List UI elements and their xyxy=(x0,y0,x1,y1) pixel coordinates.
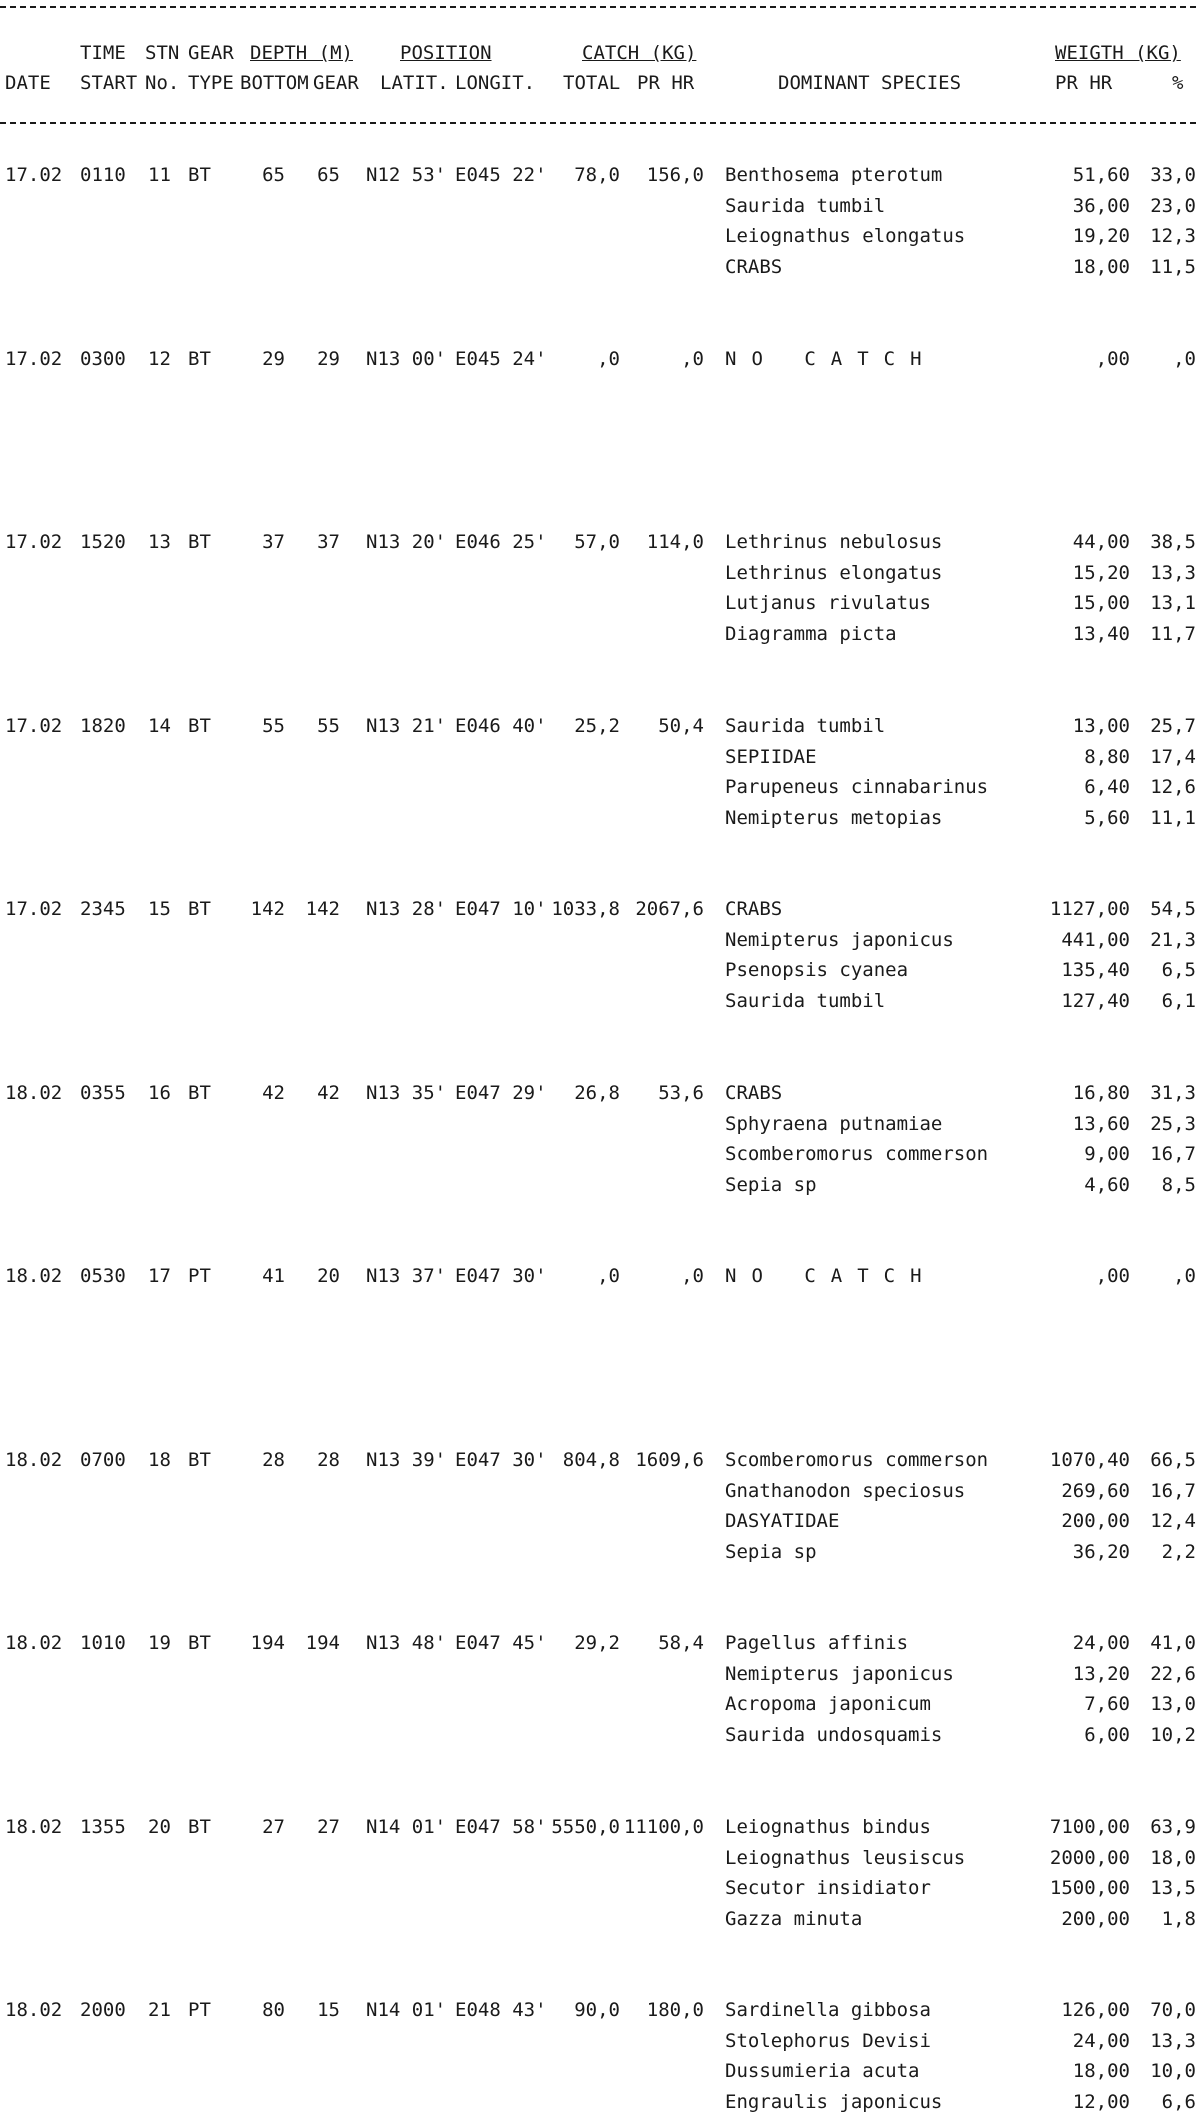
cell-depth-gear: 27 xyxy=(317,1816,340,1838)
cell-species-percent: 31,3 xyxy=(1150,1082,1196,1104)
cell-latitude: N13 20' xyxy=(366,531,447,553)
cell-species-name: Saurida tumbil xyxy=(725,715,886,737)
cell-species-name: Acropoma japonicum xyxy=(725,1693,931,1715)
cell-species-percent: 12,6 xyxy=(1150,776,1196,798)
cell-species-percent: 13,3 xyxy=(1150,2030,1196,2052)
cell-species-name: Parupeneus cinnabarinus xyxy=(725,776,989,798)
cell-station-no: 19 xyxy=(148,1632,171,1654)
cell-species-percent: 70,0 xyxy=(1150,1999,1196,2021)
cell-depth-bottom: 65 xyxy=(262,164,285,186)
cell-species-name: CRABS xyxy=(725,898,783,920)
cell-date: 17.02 xyxy=(5,898,63,920)
cell-species-weight: ,00 xyxy=(1095,348,1130,370)
cell-latitude: N14 01' xyxy=(366,1816,447,1838)
cell-catch-total: 78,0 xyxy=(574,164,620,186)
cell-species-name: Leiognathus bindus xyxy=(725,1816,931,1838)
cell-species-name: Leiognathus leusiscus xyxy=(725,1847,966,1869)
header-type: TYPE xyxy=(188,72,234,94)
cell-species-weight: 7100,00 xyxy=(1049,1816,1130,1838)
cell-species-weight: 16,80 xyxy=(1072,1082,1130,1104)
cell-species-weight: ,00 xyxy=(1095,1265,1130,1287)
cell-depth-gear: 15 xyxy=(317,1999,340,2021)
cell-species-weight: 1127,00 xyxy=(1049,898,1130,920)
header-no: No. xyxy=(145,72,180,94)
cell-species-percent: 63,9 xyxy=(1150,1816,1196,1838)
cell-catch-per-hour: 50,4 xyxy=(658,715,704,737)
cell-species-name: Dussumieria acuta xyxy=(725,2060,920,2082)
cell-species-weight: 13,20 xyxy=(1072,1663,1130,1685)
cell-species-weight: 5,60 xyxy=(1084,807,1130,829)
cell-species-name: Nemipterus japonicus xyxy=(725,929,954,951)
header-percent: % xyxy=(1172,72,1184,94)
cell-species-percent: 11,7 xyxy=(1150,623,1196,645)
cell-species-percent: ,0 xyxy=(1173,1265,1196,1287)
cell-species-percent: 16,7 xyxy=(1150,1143,1196,1165)
cell-catch-per-hour: 2067,6 xyxy=(635,898,704,920)
header-weigth: WEIGTH (KG) xyxy=(1055,42,1181,64)
cell-depth-gear: 194 xyxy=(305,1632,340,1654)
cell-date: 17.02 xyxy=(5,531,63,553)
cell-species-weight: 13,60 xyxy=(1072,1113,1130,1135)
cell-species-name: Saurida undosquamis xyxy=(725,1724,943,1746)
cell-station-no: 14 xyxy=(148,715,171,737)
cell-longitude: E048 43' xyxy=(455,1999,547,2021)
cell-catch-per-hour: 180,0 xyxy=(646,1999,704,2021)
cell-depth-bottom: 194 xyxy=(250,1632,285,1654)
cell-depth-bottom: 42 xyxy=(262,1082,285,1104)
cell-station-no: 17 xyxy=(148,1265,171,1287)
header-date: DATE xyxy=(5,72,51,94)
cell-species-weight: 7,60 xyxy=(1084,1693,1130,1715)
cell-gear-type: BT xyxy=(188,164,211,186)
cell-species-name: Sardinella gibbosa xyxy=(725,1999,931,2021)
cell-species-percent: 22,6 xyxy=(1150,1663,1196,1685)
top-dashed-rule xyxy=(0,6,1196,8)
cell-species-weight: 127,40 xyxy=(1061,990,1130,1012)
cell-species-name: Lethrinus elongatus xyxy=(725,562,943,584)
header-catch: CATCH (KG) xyxy=(582,42,697,64)
header-longit: LONGIT. xyxy=(455,72,536,94)
cell-species-weight: 15,00 xyxy=(1072,592,1130,614)
cell-gear-type: BT xyxy=(188,715,211,737)
cell-depth-bottom: 29 xyxy=(262,348,285,370)
cell-gear-type: BT xyxy=(188,1082,211,1104)
cell-species-weight: 4,60 xyxy=(1084,1174,1130,1196)
cell-species-weight: 24,00 xyxy=(1072,1632,1130,1654)
cell-species-percent: 18,0 xyxy=(1150,1847,1196,1869)
cell-longitude: E045 22' xyxy=(455,164,547,186)
cell-latitude: N13 37' xyxy=(366,1265,447,1287)
cell-species-percent: 10,0 xyxy=(1150,2060,1196,2082)
cell-depth-gear: 20 xyxy=(317,1265,340,1287)
cell-gear-type: BT xyxy=(188,1816,211,1838)
cell-date: 18.02 xyxy=(5,1816,63,1838)
cell-depth-gear: 37 xyxy=(317,531,340,553)
cell-species-name: Benthosema pterotum xyxy=(725,164,943,186)
cell-time-start: 1520 xyxy=(80,531,126,553)
cell-latitude: N13 39' xyxy=(366,1449,447,1471)
header-latit: LATIT. xyxy=(380,72,449,94)
cell-species-percent: 6,6 xyxy=(1161,2091,1196,2113)
cell-depth-bottom: 41 xyxy=(262,1265,285,1287)
cell-species-percent: 13,5 xyxy=(1150,1877,1196,1899)
cell-species-name: Secutor insidiator xyxy=(725,1877,931,1899)
cell-catch-total: ,0 xyxy=(597,1265,620,1287)
cell-depth-gear: 65 xyxy=(317,164,340,186)
cell-catch-per-hour: ,0 xyxy=(681,1265,704,1287)
cell-gear-type: BT xyxy=(188,1449,211,1471)
cell-species-percent: 11,5 xyxy=(1150,256,1196,278)
cell-depth-gear: 55 xyxy=(317,715,340,737)
cell-time-start: 0530 xyxy=(80,1265,126,1287)
cell-station-no: 20 xyxy=(148,1816,171,1838)
cell-catch-total: 57,0 xyxy=(574,531,620,553)
cell-time-start: 2345 xyxy=(80,898,126,920)
cell-species-weight: 1500,00 xyxy=(1049,1877,1130,1899)
cell-species-name: Saurida tumbil xyxy=(725,195,886,217)
header-weight-prhr: PR HR xyxy=(1055,72,1113,94)
cell-species-percent: 12,3 xyxy=(1150,225,1196,247)
cell-catch-per-hour: 53,6 xyxy=(658,1082,704,1104)
cell-date: 17.02 xyxy=(5,348,63,370)
cell-species-name: Psenopsis cyanea xyxy=(725,959,909,981)
cell-catch-per-hour: 114,0 xyxy=(646,531,704,553)
cell-species-name: Nemipterus japonicus xyxy=(725,1663,954,1685)
cell-species-name: NO CATCH xyxy=(725,348,937,370)
cell-species-percent: 12,4 xyxy=(1150,1510,1196,1532)
cell-catch-total: 804,8 xyxy=(562,1449,620,1471)
cell-species-percent: 25,3 xyxy=(1150,1113,1196,1135)
cell-species-name: Sphyraena putnamiae xyxy=(725,1113,943,1135)
cell-species-percent: 25,7 xyxy=(1150,715,1196,737)
header-dominant-species: DOMINANT SPECIES xyxy=(778,72,962,94)
cell-species-name: Leiognathus elongatus xyxy=(725,225,966,247)
cell-species-weight: 18,00 xyxy=(1072,256,1130,278)
header-depth-gear: GEAR xyxy=(313,72,359,94)
cell-time-start: 1355 xyxy=(80,1816,126,1838)
cell-depth-bottom: 142 xyxy=(250,898,285,920)
cell-time-start: 1820 xyxy=(80,715,126,737)
cell-species-weight: 126,00 xyxy=(1061,1999,1130,2021)
cell-species-name: Engraulis japonicus xyxy=(725,2091,943,2113)
cell-latitude: N13 00' xyxy=(366,348,447,370)
cell-species-percent: 66,5 xyxy=(1150,1449,1196,1471)
cell-species-name: Gazza minuta xyxy=(725,1908,863,1930)
cell-gear-type: PT xyxy=(188,1999,211,2021)
cell-station-no: 13 xyxy=(148,531,171,553)
cell-depth-bottom: 55 xyxy=(262,715,285,737)
cell-catch-total: 25,2 xyxy=(574,715,620,737)
cell-longitude: E046 25' xyxy=(455,531,547,553)
header-stn: STN xyxy=(145,42,180,64)
cell-species-name: Nemipterus metopias xyxy=(725,807,943,829)
cell-gear-type: BT xyxy=(188,1632,211,1654)
cell-species-weight: 9,00 xyxy=(1084,1143,1130,1165)
cell-depth-bottom: 27 xyxy=(262,1816,285,1838)
cell-latitude: N13 21' xyxy=(366,715,447,737)
cell-species-name: NO CATCH xyxy=(725,1265,937,1287)
cell-date: 18.02 xyxy=(5,1999,63,2021)
cell-species-name: DASYATIDAE xyxy=(725,1510,840,1532)
cell-species-percent: 13,0 xyxy=(1150,1693,1196,1715)
cell-catch-per-hour: 58,4 xyxy=(658,1632,704,1654)
cell-time-start: 1010 xyxy=(80,1632,126,1654)
cell-latitude: N13 35' xyxy=(366,1082,447,1104)
cell-species-percent: 6,5 xyxy=(1161,959,1196,981)
cell-species-weight: 51,60 xyxy=(1072,164,1130,186)
cell-species-weight: 6,00 xyxy=(1084,1724,1130,1746)
cell-longitude: E045 24' xyxy=(455,348,547,370)
cell-gear-type: BT xyxy=(188,531,211,553)
cell-gear-type: BT xyxy=(188,898,211,920)
cell-time-start: 0355 xyxy=(80,1082,126,1104)
cell-species-percent: 54,5 xyxy=(1150,898,1196,920)
cell-species-weight: 19,20 xyxy=(1072,225,1130,247)
cell-species-weight: 15,20 xyxy=(1072,562,1130,584)
cell-species-name: Scomberomorus commerson xyxy=(725,1449,989,1471)
cell-species-percent: 13,1 xyxy=(1150,592,1196,614)
cell-station-no: 18 xyxy=(148,1449,171,1471)
cell-date: 17.02 xyxy=(5,715,63,737)
cell-species-percent: 38,5 xyxy=(1150,531,1196,553)
cell-station-no: 16 xyxy=(148,1082,171,1104)
cell-species-weight: 200,00 xyxy=(1061,1510,1130,1532)
cell-species-name: Sepia sp xyxy=(725,1174,817,1196)
cell-catch-total: 5550,0 xyxy=(551,1816,620,1838)
cell-latitude: N13 28' xyxy=(366,898,447,920)
cell-latitude: N14 01' xyxy=(366,1999,447,2021)
cell-species-weight: 44,00 xyxy=(1072,531,1130,553)
cell-station-no: 12 xyxy=(148,348,171,370)
cell-catch-per-hour: 1609,6 xyxy=(635,1449,704,1471)
cell-longitude: E046 40' xyxy=(455,715,547,737)
cell-species-weight: 269,60 xyxy=(1061,1480,1130,1502)
cell-species-name: Sepia sp xyxy=(725,1541,817,1563)
cell-depth-bottom: 80 xyxy=(262,1999,285,2021)
cell-species-weight: 441,00 xyxy=(1061,929,1130,951)
cell-species-percent: 10,2 xyxy=(1150,1724,1196,1746)
cell-species-percent: 2,2 xyxy=(1161,1541,1196,1563)
cell-catch-total: 1033,8 xyxy=(551,898,620,920)
cell-species-name: CRABS xyxy=(725,1082,783,1104)
cell-latitude: N12 53' xyxy=(366,164,447,186)
cell-catch-total: 29,2 xyxy=(574,1632,620,1654)
cell-date: 18.02 xyxy=(5,1082,63,1104)
cell-time-start: 0110 xyxy=(80,164,126,186)
cell-species-weight: 13,40 xyxy=(1072,623,1130,645)
cell-species-name: Saurida tumbil xyxy=(725,990,886,1012)
cell-longitude: E047 30' xyxy=(455,1449,547,1471)
cell-depth-gear: 28 xyxy=(317,1449,340,1471)
cell-longitude: E047 30' xyxy=(455,1265,547,1287)
cell-longitude: E047 10' xyxy=(455,898,547,920)
cell-species-percent: 41,0 xyxy=(1150,1632,1196,1654)
cell-species-name: Stolephorus Devisi xyxy=(725,2030,931,2052)
cell-longitude: E047 45' xyxy=(455,1632,547,1654)
cell-species-name: Lethrinus nebulosus xyxy=(725,531,943,553)
header-depth: DEPTH (M) xyxy=(250,42,353,64)
cell-species-name: Gnathanodon speciosus xyxy=(725,1480,966,1502)
cell-gear-type: BT xyxy=(188,348,211,370)
header-bottom: BOTTOM xyxy=(240,72,309,94)
cell-species-weight: 200,00 xyxy=(1061,1908,1130,1930)
header-prhr: PR HR xyxy=(637,72,695,94)
cell-depth-gear: 42 xyxy=(317,1082,340,1104)
cell-species-percent: 16,7 xyxy=(1150,1480,1196,1502)
header-position: POSITION xyxy=(400,42,492,64)
cell-date: 18.02 xyxy=(5,1632,63,1654)
cell-species-weight: 8,80 xyxy=(1084,746,1130,768)
cell-latitude: N13 48' xyxy=(366,1632,447,1654)
cell-species-weight: 1070,40 xyxy=(1049,1449,1130,1471)
cell-time-start: 2000 xyxy=(80,1999,126,2021)
header-total: TOTAL xyxy=(563,72,621,94)
header-gear: GEAR xyxy=(188,42,234,64)
cell-date: 18.02 xyxy=(5,1449,63,1471)
cell-catch-total: 90,0 xyxy=(574,1999,620,2021)
cell-species-name: Scomberomorus commerson xyxy=(725,1143,989,1165)
cell-species-weight: 18,00 xyxy=(1072,2060,1130,2082)
cell-gear-type: PT xyxy=(188,1265,211,1287)
cell-time-start: 0300 xyxy=(80,348,126,370)
cell-species-name: SEPIIDAE xyxy=(725,746,817,768)
cell-species-weight: 36,20 xyxy=(1072,1541,1130,1563)
cell-species-weight: 13,00 xyxy=(1072,715,1130,737)
header-start: START xyxy=(80,72,138,94)
cell-depth-gear: 29 xyxy=(317,348,340,370)
cell-longitude: E047 58' xyxy=(455,1816,547,1838)
cell-depth-bottom: 28 xyxy=(262,1449,285,1471)
cell-longitude: E047 29' xyxy=(455,1082,547,1104)
cell-species-name: Diagramma picta xyxy=(725,623,897,645)
cell-species-weight: 2000,00 xyxy=(1049,1847,1130,1869)
cell-station-no: 15 xyxy=(148,898,171,920)
cell-time-start: 0700 xyxy=(80,1449,126,1471)
cell-date: 18.02 xyxy=(5,1265,63,1287)
cell-catch-per-hour: ,0 xyxy=(681,348,704,370)
cell-species-percent: 1,8 xyxy=(1161,1908,1196,1930)
cell-catch-total: 26,8 xyxy=(574,1082,620,1104)
cell-depth-bottom: 37 xyxy=(262,531,285,553)
cell-station-no: 21 xyxy=(148,1999,171,2021)
cell-species-weight: 24,00 xyxy=(1072,2030,1130,2052)
cell-species-name: Lutjanus rivulatus xyxy=(725,592,931,614)
cell-species-percent: 8,5 xyxy=(1161,1174,1196,1196)
cell-catch-per-hour: 156,0 xyxy=(646,164,704,186)
cell-species-weight: 12,00 xyxy=(1072,2091,1130,2113)
cell-station-no: 11 xyxy=(148,164,171,186)
cell-species-percent: 11,1 xyxy=(1150,807,1196,829)
cell-species-percent: 23,0 xyxy=(1150,195,1196,217)
header-time: TIME xyxy=(80,42,126,64)
header-dashed-rule xyxy=(0,122,1196,124)
cell-catch-total: ,0 xyxy=(597,348,620,370)
cell-species-weight: 36,00 xyxy=(1072,195,1130,217)
cell-species-percent: 33,0 xyxy=(1150,164,1196,186)
cell-catch-per-hour: 11100,0 xyxy=(623,1816,704,1838)
cell-depth-gear: 142 xyxy=(305,898,340,920)
cell-species-name: CRABS xyxy=(725,256,783,278)
cell-date: 17.02 xyxy=(5,164,63,186)
cell-species-percent: 17,4 xyxy=(1150,746,1196,768)
cell-species-percent: 21,3 xyxy=(1150,929,1196,951)
cell-species-percent: ,0 xyxy=(1173,348,1196,370)
cell-species-weight: 6,40 xyxy=(1084,776,1130,798)
cell-species-percent: 6,1 xyxy=(1161,990,1196,1012)
cell-species-percent: 13,3 xyxy=(1150,562,1196,584)
cell-species-weight: 135,40 xyxy=(1061,959,1130,981)
cell-species-name: Pagellus affinis xyxy=(725,1632,909,1654)
